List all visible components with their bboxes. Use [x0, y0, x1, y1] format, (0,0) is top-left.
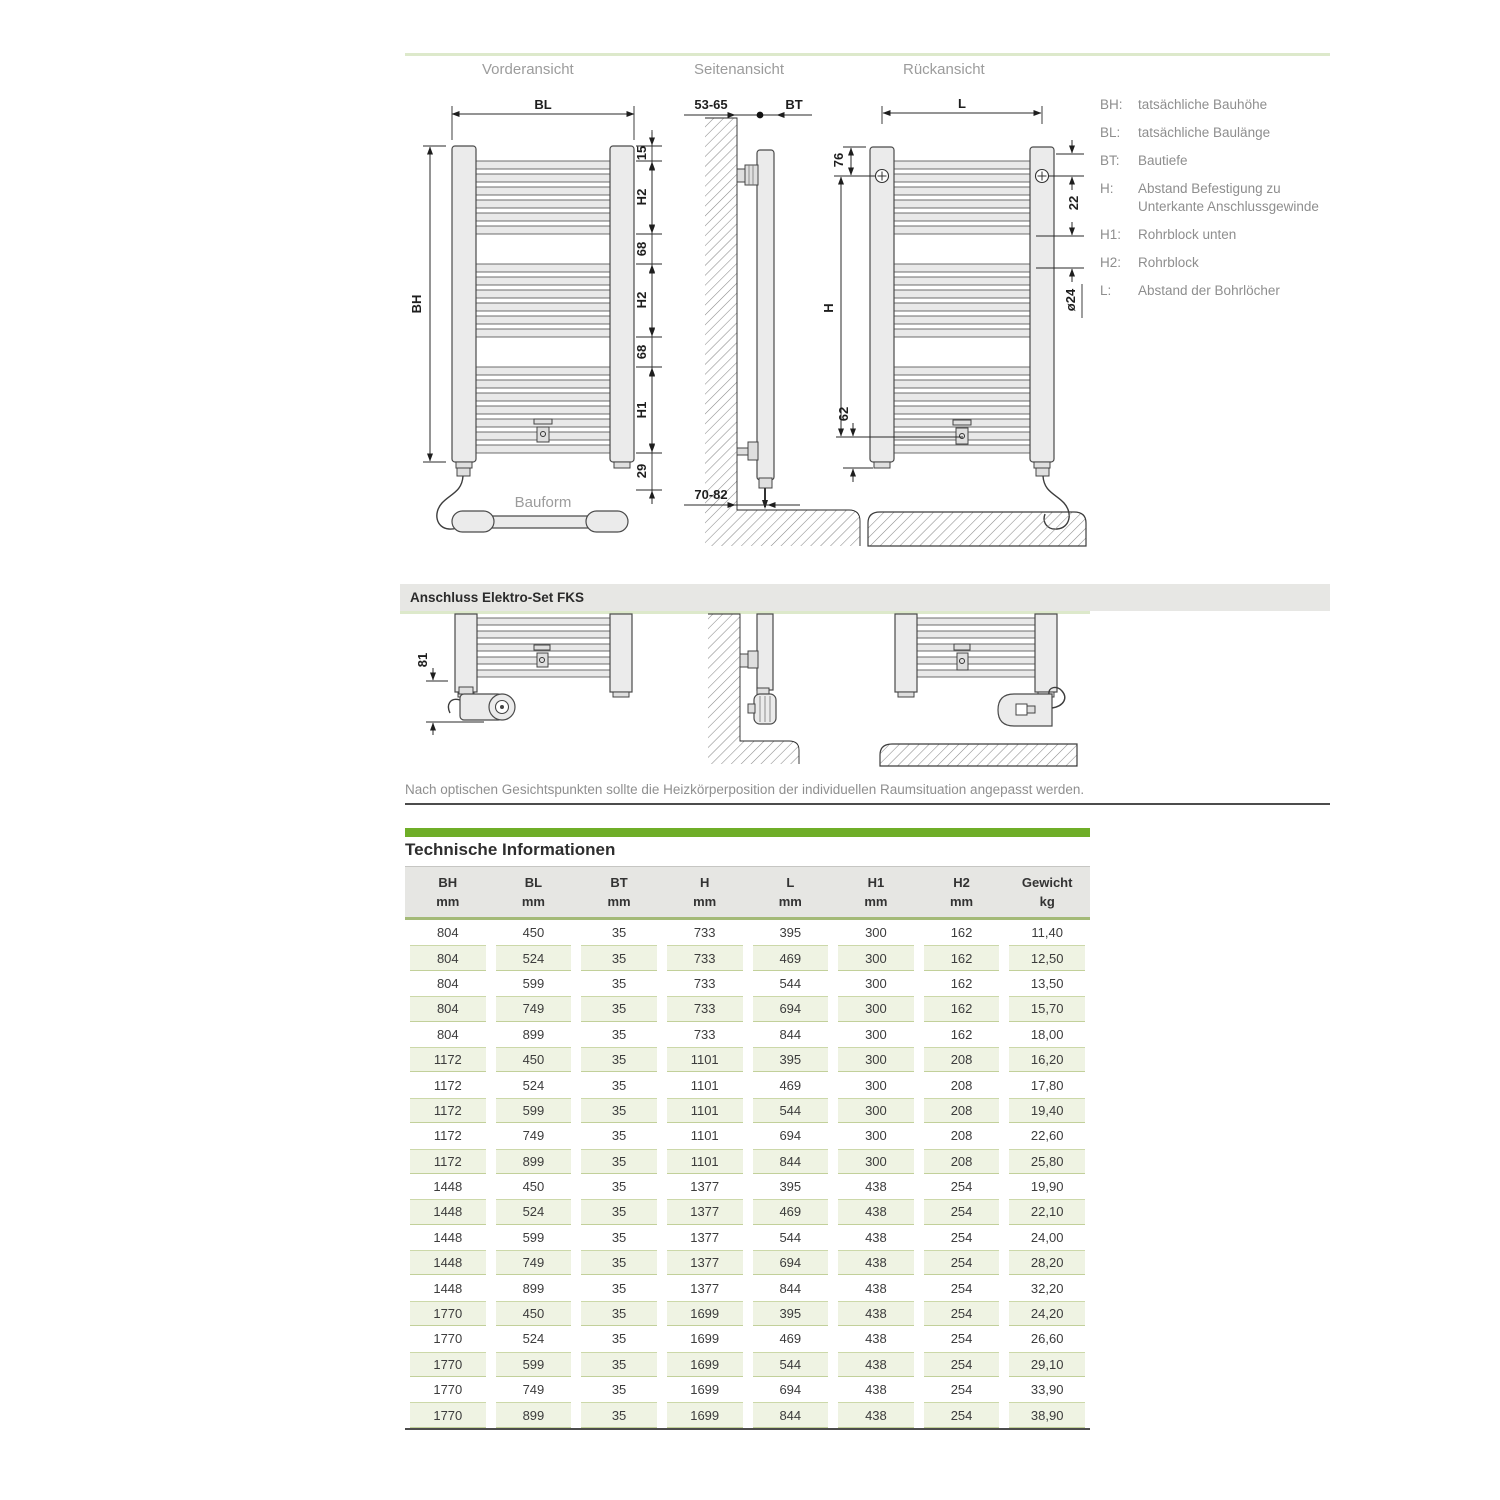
table-cell: 15,70 [1009, 996, 1085, 1021]
table-cell: 254 [924, 1301, 1000, 1326]
dimension-legend [1100, 96, 1338, 310]
table-cell: 1101 [690, 1128, 719, 1144]
table-cell: 804 [436, 1026, 459, 1042]
rear-view-drawing [821, 96, 1086, 546]
table-cell: 524 [496, 945, 572, 970]
table-cell: 35 [611, 1280, 627, 1296]
table-cell: 804 [436, 975, 459, 991]
dim-29: 29 [634, 463, 649, 479]
table-cell: 749 [496, 1250, 572, 1275]
fks-element-knob [448, 694, 515, 720]
legend-desc: Bautiefe [1138, 153, 1188, 168]
table-cell: 1101 [667, 1149, 743, 1174]
rear-right-column [1030, 147, 1054, 462]
legend-desc: tatsächliche Baulänge [1138, 125, 1271, 140]
table-cell: 22,10 [1009, 1199, 1085, 1224]
table-cell: 28,20 [1009, 1250, 1085, 1275]
table-cell: 804 [410, 945, 486, 970]
legend-item [1100, 180, 1338, 216]
front-right-column [610, 146, 634, 462]
table-cell: 35 [611, 975, 627, 991]
table-title: Technische Informationen [405, 840, 616, 859]
fks-element-plug [998, 687, 1065, 726]
table-cell: 17,80 [1030, 1077, 1064, 1093]
front-view-drawing [409, 97, 662, 532]
side-radiator-profile [757, 150, 774, 480]
table-row [405, 945, 1090, 970]
wall-hatching [705, 118, 860, 546]
column-header: Gewicht kg [1021, 874, 1073, 909]
table-cell: 450 [522, 1179, 545, 1195]
front-left-column [452, 146, 476, 462]
table-cell: 19,90 [1030, 1179, 1064, 1195]
table-row [405, 1377, 1090, 1402]
table-row [405, 1275, 1090, 1300]
dim-62: 62 [836, 406, 851, 422]
legend-desc: Abstand Befestigung zu Unterkante Anschlussgewinde [1138, 181, 1319, 214]
legend-item [1100, 152, 1338, 170]
table-cell: 162 [950, 975, 973, 991]
table-cell: 1448 [410, 1199, 486, 1224]
legend-term: H2: [1100, 255, 1122, 270]
table-cell: 599 [522, 1229, 545, 1245]
dim-15: 15 [634, 145, 649, 161]
table-cell: 395 [779, 1179, 802, 1195]
front-bracket [534, 419, 552, 442]
table-cell: 22,60 [1030, 1128, 1064, 1144]
table-cell: 208 [950, 1128, 973, 1144]
dim-h2a: H2 [634, 188, 649, 206]
table-cell: 438 [838, 1199, 914, 1224]
table-cell: 26,60 [1030, 1331, 1064, 1347]
table-row [405, 1149, 1090, 1174]
fks-side-drawing [708, 614, 799, 764]
column-header: H2 mm [950, 874, 974, 909]
table-cell: 450 [496, 1047, 572, 1072]
table-cell: 1101 [690, 1077, 719, 1093]
rear-bracket [953, 420, 971, 444]
dim-81: 81 [415, 652, 430, 668]
column-header: BH mm [436, 874, 460, 909]
table-cell: 438 [838, 1402, 914, 1427]
bauform-top-view [452, 511, 628, 532]
table-cell: 300 [865, 975, 887, 991]
table-row [405, 996, 1090, 1021]
table-cell: 1699 [690, 1382, 720, 1398]
technical-drawings [398, 85, 1098, 555]
column-header: H mm [693, 874, 717, 909]
table-cell: 32,20 [1030, 1280, 1064, 1296]
dim-70-82: 70-82 [694, 487, 728, 502]
table-cell: 300 [865, 925, 887, 941]
table-cell: 162 [950, 1026, 973, 1042]
table-cell: 694 [753, 996, 829, 1021]
table-cell: 804 [436, 925, 459, 941]
table-cell: 899 [522, 1026, 545, 1042]
table-row [405, 1072, 1090, 1097]
table-cell: 254 [924, 1250, 1000, 1275]
table-cell: 1377 [690, 1229, 720, 1245]
dim-76: 76 [831, 152, 846, 168]
table-cell: 749 [522, 1128, 545, 1144]
side-drain-pin [759, 478, 772, 509]
table-cell: 899 [496, 1149, 572, 1174]
table-cell: 1172 [410, 1047, 486, 1072]
table-accent-bar [405, 828, 1090, 837]
legend-desc: Rohrblock [1138, 255, 1199, 270]
view-title-side: Seitenansicht [694, 61, 785, 78]
table-cell: 733 [693, 925, 716, 941]
table-cell: 35 [581, 996, 657, 1021]
table-cell: 438 [865, 1280, 887, 1296]
table-cell: 35 [581, 1352, 657, 1377]
dim-bt: BT [785, 97, 803, 112]
fks-section-title: Anschluss Elektro-Set FKS [410, 590, 585, 605]
section-divider [405, 803, 1330, 805]
table-row [405, 1402, 1090, 1427]
table-cell: 899 [522, 1280, 545, 1296]
table-cell: 524 [522, 1331, 545, 1347]
table-cell: 18,00 [1030, 1026, 1064, 1042]
table-cell: 13,50 [1030, 975, 1064, 991]
table-cell: 694 [779, 1128, 802, 1144]
table-cell: 254 [950, 1331, 973, 1347]
technical-data-table [405, 866, 1090, 1430]
table-cell: 1448 [410, 1250, 486, 1275]
table-cell: 450 [496, 1301, 572, 1326]
fks-drawings [410, 612, 1100, 772]
table-cell: 1770 [410, 1352, 486, 1377]
table-cell: 300 [838, 1098, 914, 1123]
table-row [405, 1326, 1090, 1351]
dim-h2b: H2 [634, 291, 649, 309]
table-cell: 35 [581, 1199, 657, 1224]
table-cell: 438 [865, 1382, 887, 1398]
table-cell: 11,40 [1031, 925, 1063, 941]
dim-bh: BH [409, 294, 424, 314]
fks-rear-drawing [880, 614, 1077, 766]
fks-front-drawing [415, 614, 632, 735]
positioning-note: Nach optischen Gesichtspunkten sollte die Heizkörperposition der individuellen Raumsituation angepasst werden. [405, 782, 1085, 797]
table-cell: 694 [779, 1382, 802, 1398]
dim-l: L [958, 96, 966, 111]
table-cell: 35 [611, 925, 627, 941]
table-cell: 300 [865, 1128, 887, 1144]
table-row [405, 1098, 1090, 1123]
table-row [405, 971, 1090, 996]
side-valve [737, 165, 758, 185]
table-cell: 35 [611, 1077, 627, 1093]
table-cell: 19,40 [1009, 1098, 1085, 1123]
table-cell: 1172 [433, 1077, 462, 1093]
dim-bl: BL [534, 97, 552, 112]
table-cell: 35 [611, 1331, 627, 1347]
legend-term: BL: [1100, 125, 1121, 140]
table-row [405, 920, 1090, 945]
rear-left-column [870, 147, 894, 462]
table-cell: 438 [865, 1331, 887, 1347]
table-cell: 544 [779, 975, 802, 991]
floor-hatching [868, 512, 1086, 546]
table-cell: 395 [753, 1047, 829, 1072]
table-cell: 25,80 [1009, 1149, 1085, 1174]
table-cell: 208 [924, 1098, 1000, 1123]
dim-68b: 68 [634, 344, 649, 360]
legend-term: BT: [1100, 153, 1120, 168]
table-row [405, 1301, 1090, 1326]
table-cell: 254 [924, 1352, 1000, 1377]
table-header-row [405, 866, 1090, 917]
table-cell: 254 [924, 1402, 1000, 1427]
table-cell: 524 [522, 1077, 545, 1093]
table-cell: 844 [779, 1026, 802, 1042]
fks-section-header [400, 584, 1330, 611]
table-cell: 438 [865, 1179, 887, 1195]
table-cell: 599 [496, 1098, 572, 1123]
table-cell: 300 [865, 1026, 887, 1042]
dim-h1: H1 [634, 401, 649, 419]
table-cell: 35 [581, 1047, 657, 1072]
table-row [405, 1123, 1090, 1148]
table-cell: 749 [522, 1382, 545, 1398]
table-cell: 733 [667, 945, 743, 970]
table-row [405, 1022, 1090, 1047]
table-cell: 208 [924, 1047, 1000, 1072]
table-cell: 1770 [410, 1301, 486, 1326]
table-cell: 1377 [667, 1199, 743, 1224]
table-cell: 162 [950, 925, 973, 941]
legend-term: L: [1100, 283, 1112, 298]
table-cell: 35 [581, 1301, 657, 1326]
bauform-label: Bauform [514, 494, 572, 511]
table-cell: 599 [522, 975, 545, 991]
table-cell: 35 [611, 1229, 627, 1245]
table-cell: 35 [581, 1149, 657, 1174]
table-cell: 1377 [667, 1250, 743, 1275]
legend-term: H: [1100, 181, 1114, 196]
table-cell: 35 [581, 1402, 657, 1427]
table-cell: 162 [924, 996, 1000, 1021]
table-cell: 469 [779, 1077, 802, 1093]
legend-term: BH: [1100, 97, 1123, 112]
top-divider [405, 53, 1330, 56]
column-header: BL mm [521, 874, 545, 909]
legend-item [1100, 124, 1338, 142]
table-body [405, 920, 1090, 1430]
table-cell: 844 [779, 1280, 802, 1296]
table-cell: 1699 [667, 1402, 743, 1427]
legend-item [1100, 254, 1338, 272]
table-cell: 1172 [433, 1128, 462, 1144]
table-cell: 544 [753, 1352, 829, 1377]
table-cell: 733 [693, 975, 716, 991]
table-cell: 1101 [667, 1047, 743, 1072]
dim-dia24: ø24 [1063, 288, 1078, 312]
table-cell: 35 [581, 945, 657, 970]
table-cell: 1172 [410, 1098, 486, 1123]
table-cell: 35 [581, 1098, 657, 1123]
table-cell: 733 [667, 996, 743, 1021]
table-cell: 469 [779, 1331, 802, 1347]
table-cell: 438 [838, 1301, 914, 1326]
table-cell: 12,50 [1009, 945, 1085, 970]
table-cell: 844 [753, 1149, 829, 1174]
table-cell: 254 [950, 1229, 973, 1245]
table-cell: 208 [924, 1149, 1000, 1174]
table-cell: 1448 [433, 1229, 463, 1245]
table-cell: 1770 [410, 1402, 486, 1427]
side-bottom-bracket [737, 442, 758, 460]
table-cell: 16,20 [1009, 1047, 1085, 1072]
legend-desc: Rohrblock unten [1138, 227, 1237, 242]
table-row [405, 1199, 1090, 1224]
table-cell: 24,20 [1009, 1301, 1085, 1326]
table-cell: 438 [865, 1229, 887, 1245]
legend-item [1100, 282, 1338, 300]
table-cell: 300 [838, 996, 914, 1021]
table-cell: 35 [581, 1250, 657, 1275]
table-cell: 300 [838, 945, 914, 970]
table-cell: 694 [753, 1250, 829, 1275]
view-title-rear: Rückansicht [903, 61, 985, 78]
table-row [405, 1352, 1090, 1377]
column-header: L mm [778, 874, 802, 909]
mounting-screw-left [876, 170, 889, 183]
table-cell: 804 [410, 996, 486, 1021]
table-cell: 1377 [690, 1280, 720, 1296]
table-cell: 1377 [690, 1179, 720, 1195]
table-cell: 749 [496, 996, 572, 1021]
table-cell: 1172 [410, 1149, 486, 1174]
table-cell: 254 [950, 1179, 973, 1195]
table-cell: 1448 [433, 1179, 463, 1195]
mounting-screw-right [1036, 170, 1049, 183]
table-cell: 300 [838, 1149, 914, 1174]
dim-68a: 68 [634, 241, 649, 257]
table-cell: 544 [753, 1098, 829, 1123]
table-cell: 844 [753, 1402, 829, 1427]
table-cell: 208 [950, 1077, 973, 1093]
dim-22: 22 [1066, 195, 1081, 211]
table-cell: 35 [611, 1382, 627, 1398]
table-cell: 35 [611, 1128, 627, 1144]
fks-floor-hatching [880, 744, 1077, 766]
table-cell: 38,90 [1009, 1402, 1085, 1427]
dim-h: H [821, 303, 836, 313]
table-row [405, 1250, 1090, 1275]
table-cell: 1770 [433, 1331, 463, 1347]
fks-wall-hatching [708, 614, 799, 764]
table-cell: 162 [924, 945, 1000, 970]
table-cell: 438 [838, 1352, 914, 1377]
column-header: BT mm [607, 874, 631, 909]
table-row [405, 1047, 1090, 1072]
legend-item [1100, 226, 1338, 244]
legend-desc: Abstand der Bohrlöcher [1138, 283, 1280, 298]
table-cell: 300 [838, 1047, 914, 1072]
table-cell: 29,10 [1009, 1352, 1085, 1377]
table-cell: 24,00 [1030, 1229, 1064, 1245]
view-title-front: Vorderansicht [482, 61, 574, 78]
table-cell: 524 [496, 1199, 572, 1224]
table-cell: 254 [924, 1199, 1000, 1224]
table-cell: 544 [779, 1229, 802, 1245]
table-cell: 469 [753, 945, 829, 970]
table-cell: 1101 [667, 1098, 743, 1123]
front-rungs [476, 161, 610, 453]
table-cell: 899 [496, 1402, 572, 1427]
column-header: H1 mm [864, 874, 888, 909]
table-row [405, 1174, 1090, 1199]
rear-rungs [894, 161, 1030, 453]
table-cell: 395 [779, 925, 802, 941]
table-cell: 469 [753, 1199, 829, 1224]
table-cell: 395 [753, 1301, 829, 1326]
legend-item [1100, 96, 1338, 114]
table-cell: 1699 [690, 1331, 720, 1347]
table-cell: 599 [496, 1352, 572, 1377]
table-cell: 254 [950, 1280, 973, 1296]
dim-53-65: 53-65 [694, 97, 728, 112]
table-cell: 1770 [433, 1382, 463, 1398]
table-cell: 1699 [667, 1352, 743, 1377]
table-cell: 35 [611, 1026, 627, 1042]
table-cell: 1699 [667, 1301, 743, 1326]
table-cell: 300 [865, 1077, 887, 1093]
table-cell: 450 [522, 925, 545, 941]
table-cell: 254 [950, 1382, 973, 1398]
legend-term: H1: [1100, 227, 1122, 242]
table-row [405, 1225, 1090, 1250]
table-cell: 35 [611, 1179, 627, 1195]
table-cell: 438 [838, 1250, 914, 1275]
table-cell: 733 [693, 1026, 716, 1042]
table-cell: 1448 [433, 1280, 463, 1296]
table-cell: 33,90 [1030, 1382, 1064, 1398]
legend-desc: tatsächliche Bauhöhe [1138, 97, 1268, 112]
